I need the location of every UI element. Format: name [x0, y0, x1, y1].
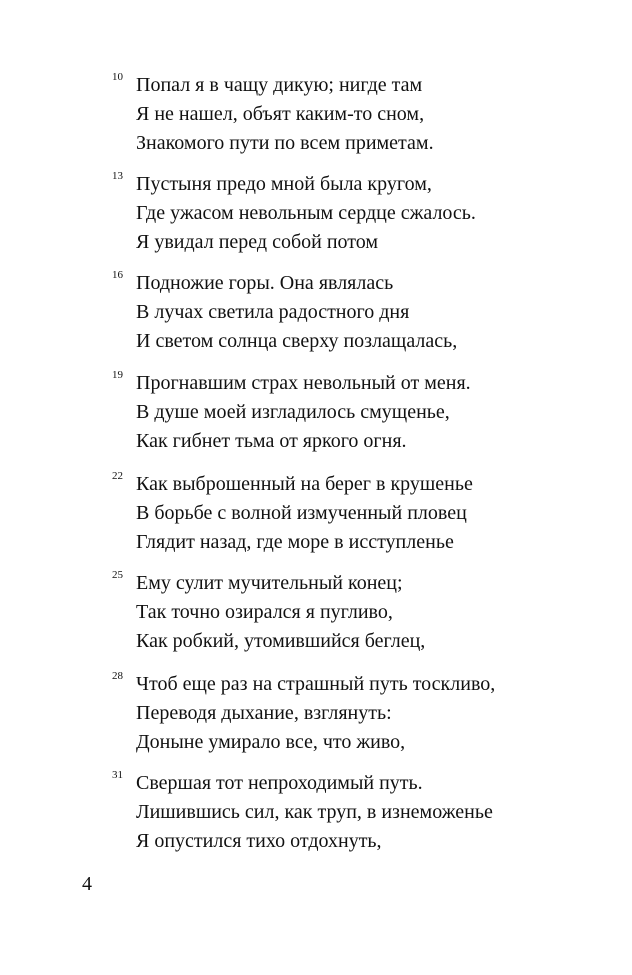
line-number: 31: [112, 769, 123, 781]
stanza: [112, 470, 592, 557]
verse-line: В борьбе с волной измученный пловец: [136, 502, 467, 524]
stanza: [112, 269, 592, 356]
stanza: [112, 769, 592, 856]
stanza: [112, 569, 592, 656]
verse-line: Чтоб еще раз на страшный путь тоскливо,: [136, 673, 496, 695]
verse-line: Подножие горы. Она являлась: [136, 272, 394, 294]
stanza: [112, 71, 592, 158]
verse-line: Так точно озирался я пугливо,: [136, 601, 393, 623]
stanza: [112, 369, 592, 456]
verse-line: Ему сулит мучительный конец;: [136, 572, 403, 594]
verse-line: Как выброшенный на берег в крушенье: [136, 473, 473, 495]
verse-line: Переводя дыхание, взглянуть:: [136, 702, 392, 724]
verse-line: Где ужасом невольным сердце сжалось.: [136, 202, 476, 224]
verse-line: Я опустился тихо отдохнуть,: [136, 830, 382, 852]
verse-line: Лишившись сил, как труп, в изнеможенье: [136, 801, 493, 823]
verse-line: Как гибнет тьма от яркого огня.: [136, 430, 407, 452]
verse-line: В душе моей изгладилось смущенье,: [136, 401, 450, 423]
verse-line: В лучах светила радостного дня: [136, 301, 410, 323]
line-number: 16: [112, 269, 123, 281]
verse-line: Прогнавшим страх невольный от меня.: [136, 372, 471, 394]
stanza: [112, 170, 592, 257]
verse-line: И светом солнца сверху позлащалась,: [136, 330, 458, 352]
verse-line: Доныне умирало все, что живо,: [136, 731, 406, 753]
verse-line: Свершая тот непроходимый путь.: [136, 772, 423, 794]
verse-line: Попал я в чащу дикую; нигде там: [136, 74, 423, 96]
verse-line: Я увидал перед собой потом: [136, 231, 379, 253]
stanza: [112, 670, 592, 757]
line-number: 19: [112, 369, 123, 381]
verse-line: Как робкий, утомившийся беглец,: [136, 630, 426, 652]
line-number: 25: [112, 569, 123, 581]
line-number: 28: [112, 670, 123, 682]
page-number: 4: [82, 873, 92, 895]
line-number: 10: [112, 71, 123, 83]
verse-line: Глядит назад, где море в исступленье: [136, 531, 454, 553]
verse-line: Пустыня предо мной была кругом,: [136, 173, 432, 195]
verse-line: Знакомого пути по всем приметам.: [136, 132, 434, 154]
line-number: 13: [112, 170, 123, 182]
line-number: 22: [112, 470, 123, 482]
verse-line: Я не нашел, объят каким-то сном,: [136, 103, 425, 125]
